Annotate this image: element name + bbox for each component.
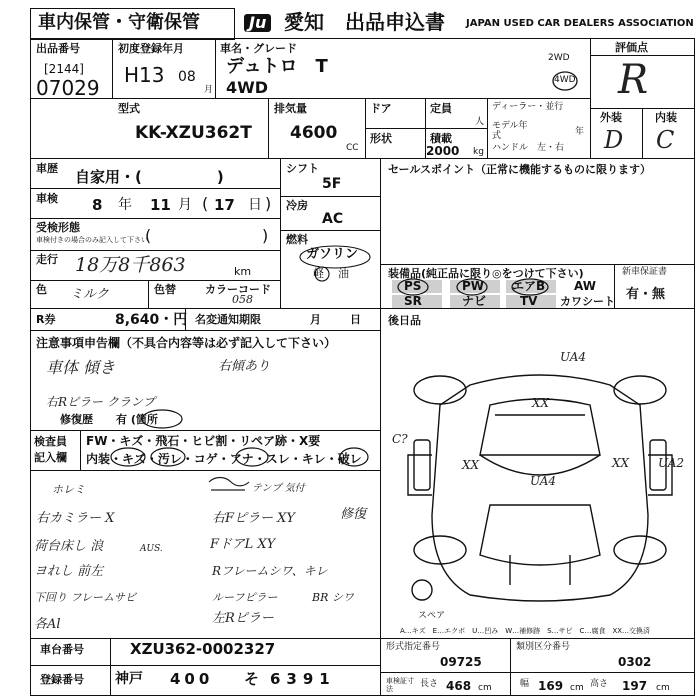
hand-note-1: 右カミラー X xyxy=(36,511,115,526)
shaken-year: 8 xyxy=(92,196,103,214)
mark-top: UA4 xyxy=(560,350,587,364)
title-box-text: 車内保管・守衛保管 xyxy=(38,12,200,33)
length-unit: cm xyxy=(478,683,492,693)
size-label: 車検証寸法 xyxy=(386,677,414,693)
deadline-day-unit: 日 xyxy=(350,313,361,326)
equipment-label: 装備品(純正品に限り◎をつけて下さい) xyxy=(388,267,584,280)
width-label: 幅 xyxy=(520,679,530,689)
model-year-unit: 年 xyxy=(575,127,585,137)
history-label: 車歴 xyxy=(36,162,58,175)
fuel-value: ガソリン xyxy=(306,247,359,262)
lot-number: 07029 xyxy=(36,76,100,100)
equip-leather: カワシート xyxy=(560,295,615,308)
hand-scribble-icon xyxy=(205,474,251,498)
color-code-label: カラーコード xyxy=(205,283,271,296)
hand-note-r5: ルーフピラー xyxy=(212,591,278,604)
mileage-label: 走行 xyxy=(36,253,58,266)
history-value: 自家用・( ) xyxy=(75,168,224,186)
hand-note-4: ヨれし 前左 xyxy=(34,564,104,579)
shape-label: 形状 xyxy=(370,132,392,145)
deadline-label: 名変通知期限 xyxy=(195,313,261,326)
repair-label: 修復歴 xyxy=(60,413,93,426)
length-value: 468 xyxy=(446,679,472,693)
recycle-paren-close: ) xyxy=(262,226,269,245)
hand-note-2: 荷台床し 浪 xyxy=(34,539,104,554)
color-value: ミルク xyxy=(70,287,109,302)
repair-value: 有 (箇所 xyxy=(116,413,158,426)
recycle-paren-open: ( xyxy=(145,226,152,245)
plate-label: 登録番号 xyxy=(40,673,84,686)
hand-note-0: ホレミ xyxy=(52,483,85,496)
plate-class: 400 xyxy=(170,670,214,688)
hand-note-r7: 左Rピラー xyxy=(212,611,274,626)
chassis-label: 車台番号 xyxy=(40,643,84,656)
notes-line2: 右Rピラー クランプ xyxy=(46,395,155,409)
chassis-number: XZU362-0002327 xyxy=(130,640,276,658)
recycle-label: 受検形態 xyxy=(36,221,80,234)
inspection-interior-row: 内装・キズ・汚レ・コゲ・アナ・スレ・キレ・破レ xyxy=(86,452,362,466)
interior-label: 内装 xyxy=(655,111,677,124)
form-title: 出品申込書 xyxy=(345,10,445,34)
fuel-other: 油 xyxy=(338,267,349,280)
cc-value: 4600 xyxy=(290,123,338,143)
equip-tv: TV xyxy=(520,294,538,308)
hand-note-r0: テンプ 気付 xyxy=(252,483,305,494)
hand-note-3: AUS. xyxy=(140,544,163,554)
org-name: 愛知 xyxy=(284,10,324,34)
class-number: 0302 xyxy=(618,655,652,669)
coupon-amount: 8,640・円 xyxy=(115,312,188,328)
equip-aw: AW xyxy=(574,279,596,293)
damage-legend: A…キズ E…エクボ U…凹み W…補修跡 S…サビ C…腐食 XX…交換済 xyxy=(400,627,651,635)
height-value: 197 xyxy=(622,679,648,693)
score-value: R xyxy=(618,57,649,103)
handle-label: ハンドル 左・右 xyxy=(492,143,565,153)
hand-note-r2: 修復 xyxy=(340,507,367,522)
equip-navi: ナビ xyxy=(462,294,487,308)
type-cert-label: 形式指定番号 xyxy=(386,642,441,652)
shift-label: シフト xyxy=(286,162,319,175)
model-year-label: モデル年式 xyxy=(492,121,528,141)
plate-number: 6391 xyxy=(270,670,336,688)
load-label: 積載 xyxy=(430,132,452,145)
score-label: 評価点 xyxy=(615,41,648,54)
shaken-month-unit: 月 xyxy=(178,197,192,213)
notes-line1b: 右傾あり xyxy=(218,359,271,374)
car-damage-diagram xyxy=(392,345,685,615)
shaken-day-unit: 日 xyxy=(248,197,262,213)
width-unit: cm xyxy=(570,683,584,693)
model-label: 型式 xyxy=(118,102,140,115)
model-code: KK-XZU362T xyxy=(135,123,252,143)
color-code-value: 058 xyxy=(232,293,253,306)
color-change-label: 色替 xyxy=(154,283,176,296)
height-unit: cm xyxy=(656,683,670,693)
exterior-label: 外装 xyxy=(600,111,622,124)
mileage-value: 18万8千863 xyxy=(75,254,186,276)
deadline-month-unit: 月 xyxy=(310,313,321,326)
reg-month: 08 xyxy=(178,69,196,85)
plate-kana: そ xyxy=(244,670,260,688)
new-car-warranty-value: 有・無 xyxy=(626,287,666,302)
car-name-label: 車名・グレード xyxy=(220,42,297,55)
ac-value: AC xyxy=(322,211,344,227)
fuel-circle-icon xyxy=(298,242,372,286)
ac-label: 冷房 xyxy=(286,199,308,212)
spare-label: スペア xyxy=(418,611,446,621)
equip-ps: PS xyxy=(404,279,422,293)
mileage-unit: km xyxy=(234,265,252,278)
exterior-value: D xyxy=(604,126,624,154)
mark-right-door: XX xyxy=(612,456,630,470)
shift-value: 5F xyxy=(322,176,342,192)
equip-circles-icon xyxy=(396,277,556,297)
drive-4wd-circle-icon xyxy=(551,70,579,92)
equip-airbag: エアB xyxy=(512,279,546,293)
load-unit: kg xyxy=(473,147,484,157)
type-cert-number: 09725 xyxy=(440,655,482,669)
mark-roof: XX xyxy=(532,396,550,410)
new-car-warranty-label: 新車保証書 xyxy=(622,267,668,277)
mark-left-door: XX xyxy=(462,458,480,472)
door-label: ドア xyxy=(370,102,392,115)
hand-note-6: 各Al xyxy=(34,617,61,632)
cc-unit: CC xyxy=(346,143,359,153)
hand-note-r3: FドアL XY xyxy=(210,537,276,552)
inspection-circles-icon xyxy=(110,446,370,468)
height-label: 高さ xyxy=(590,679,609,689)
hand-note-5: 下回り フレームサビ xyxy=(34,591,136,604)
ju-logo: Ju xyxy=(244,14,271,32)
mark-left: C? xyxy=(392,432,408,446)
seats-label: 定員 xyxy=(430,102,452,115)
inspector-label: 検査員 xyxy=(34,435,67,448)
equip-pw: PW xyxy=(462,279,485,293)
equip-sr: SR xyxy=(404,294,422,308)
reg-month-unit: 月 xyxy=(204,85,214,95)
fuel-label: 燃料 xyxy=(286,233,308,246)
notes-line1: 車体 傾き xyxy=(46,358,116,377)
shaken-paren-open: ( xyxy=(202,194,209,213)
mark-center: UA4 xyxy=(530,474,557,488)
entry-label: 記入欄 xyxy=(34,451,67,464)
car-grade: 4WD xyxy=(226,78,269,97)
fuel-diesel: 軽 xyxy=(313,267,324,280)
shaken-day: 17 xyxy=(214,196,235,214)
english-org: JAPAN USED CAR DEALERS ASSOCIATION xyxy=(466,18,694,29)
hand-note-r4: Rフレームシワ、キレ xyxy=(212,564,328,578)
hand-note-r1: 右Fピラー XY xyxy=(212,511,295,526)
notes-label: 注意事項申告欄（不具合内容等は必ず記入して下さい） xyxy=(36,336,337,350)
sales-point-label: セールスポイント（正常に機能するものに限ります） xyxy=(388,163,652,176)
load-value: 2000 xyxy=(426,144,460,158)
dealer-label: ディーラー・並行 xyxy=(492,102,564,112)
lot-label: 出品番号 xyxy=(36,42,80,55)
class-label: 類別区分番号 xyxy=(516,642,571,652)
inspection-exterior-row: FW・キズ・飛石・ヒビ割・リペア跡・X要 xyxy=(86,434,321,448)
shaken-label: 車検 xyxy=(36,192,58,205)
seats-unit: 人 xyxy=(475,117,485,127)
interior-value: C xyxy=(656,126,675,154)
plate-region: 神戸 xyxy=(115,671,143,687)
repair-circle-icon xyxy=(140,408,184,430)
hand-note-r6: BR シワ xyxy=(312,591,354,604)
lot-sub: [2144] xyxy=(44,62,84,76)
drive-2wd: 2WD xyxy=(548,53,570,63)
length-label: 長さ xyxy=(420,679,439,689)
mark-right: UA2 xyxy=(658,456,685,470)
reg-label: 初度登録年月 xyxy=(118,42,184,55)
reg-year: H13 xyxy=(124,63,165,87)
later-label: 後日品 xyxy=(388,314,421,327)
shaken-year-unit: 年 xyxy=(118,197,132,213)
recycle-sub: 車検付きの場合のみ記入して下さい xyxy=(36,236,148,244)
cc-label: 排気量 xyxy=(274,102,307,115)
coupon-label: R券 xyxy=(36,313,56,326)
width-value: 169 xyxy=(538,679,564,693)
drive-4wd: 4WD xyxy=(554,75,576,85)
color-label: 色 xyxy=(36,283,47,296)
car-name: デュトロ T xyxy=(226,56,328,77)
shaken-paren-close: ) xyxy=(265,194,272,213)
shaken-month: 11 xyxy=(150,196,171,214)
